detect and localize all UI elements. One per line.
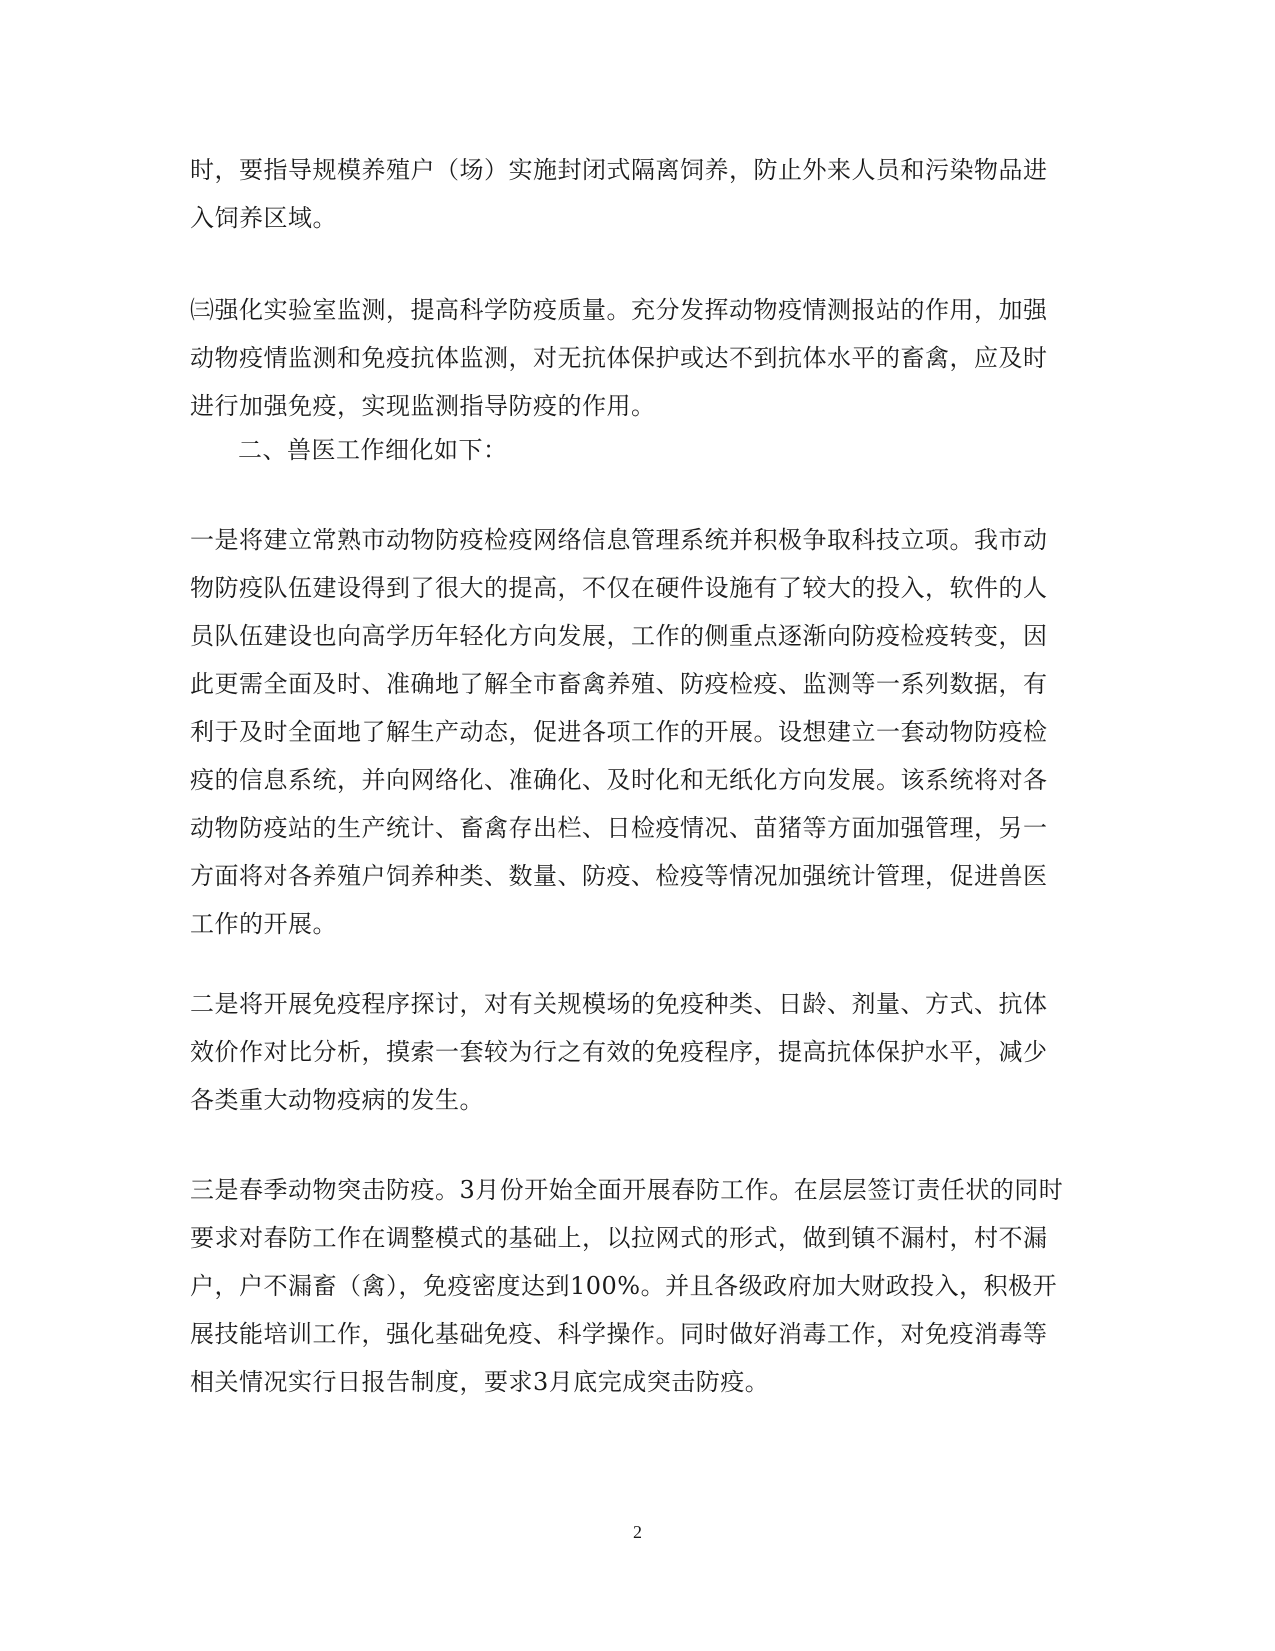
text-line: 各类重大动物疫病的发生。 bbox=[190, 1086, 484, 1114]
text-line: 时，要指导规模养殖户（场）实施封闭式隔离饲养，防止外来人员和污染物品进 bbox=[190, 156, 1048, 184]
text-line: 员队伍建设也向高学历年轻化方向发展，工作的侧重点逐渐向防疫检疫转变，因 bbox=[190, 622, 1048, 650]
text-line: 效价作对比分析，摸索一套较为行之有效的免疫程序，提高抗体保护水平，减少 bbox=[190, 1038, 1048, 1066]
text-line: ㈢强化实验室监测，提高科学防疫质量。充分发挥动物疫情测报站的作用，加强 bbox=[190, 296, 1048, 324]
paragraph-6 bbox=[190, 1166, 1090, 1406]
text-line: 二、兽医工作细化如下： bbox=[238, 436, 508, 464]
text-line: 户，户不漏畜（禽），免疫密度达到100%。并且各级政府加大财政投入，积极开 bbox=[190, 1272, 1058, 1300]
page-number: 2 bbox=[633, 1522, 642, 1542]
text-line: 一是将建立常熟市动物防疫检疫网络信息管理系统并积极争取科技立项。我市动 bbox=[190, 526, 1048, 554]
paragraph-2 bbox=[190, 286, 1090, 430]
paragraph-4 bbox=[190, 516, 1090, 948]
text-line: 入饲养区域。 bbox=[190, 204, 337, 232]
text-line: 动物防疫站的生产统计、畜禽存出栏、日检疫情况、苗猪等方面加强管理，另一 bbox=[190, 814, 1048, 842]
text-line: 物防疫队伍建设得到了很大的提高，不仅在硬件设施有了较大的投入，软件的人 bbox=[190, 574, 1048, 602]
text-line: 相关情况实行日报告制度，要求3月底完成突击防疫。 bbox=[190, 1368, 770, 1396]
text-line: 三是春季动物突击防疫。3月份开始全面开展春防工作。在层层签订责任状的同时 bbox=[190, 1176, 1064, 1204]
section-heading bbox=[190, 426, 1138, 474]
text-line: 进行加强免疫，实现监测指导防疫的作用。 bbox=[190, 392, 656, 420]
text-line: 利于及时全面地了解生产动态，促进各项工作的开展。设想建立一套动物防疫检 bbox=[190, 718, 1048, 746]
text-line: 疫的信息系统，并向网络化、准确化、及时化和无纸化方向发展。该系统将对各 bbox=[190, 766, 1048, 794]
paragraph-5 bbox=[190, 980, 1090, 1124]
text-line: 展技能培训工作，强化基础免疫、科学操作。同时做好消毒工作，对免疫消毒等 bbox=[190, 1320, 1048, 1348]
text-line: 工作的开展。 bbox=[190, 910, 337, 938]
text-line: 二是将开展免疫程序探讨，对有关规模场的免疫种类、日龄、剂量、方式、抗体 bbox=[190, 990, 1048, 1018]
text-line: 此更需全面及时、准确地了解全市畜禽养殖、防疫检疫、监测等一系列数据，有 bbox=[190, 670, 1048, 698]
text-line: 方面将对各养殖户饲养种类、数量、防疫、检疫等情况加强统计管理，促进兽医 bbox=[190, 862, 1048, 890]
text-line: 要求对春防工作在调整模式的基础上，以拉网式的形式，做到镇不漏村，村不漏 bbox=[190, 1224, 1048, 1252]
text-line: 动物疫情监测和免疫抗体监测，对无抗体保护或达不到抗体水平的畜禽，应及时 bbox=[190, 344, 1048, 372]
paragraph-1 bbox=[190, 146, 1090, 242]
